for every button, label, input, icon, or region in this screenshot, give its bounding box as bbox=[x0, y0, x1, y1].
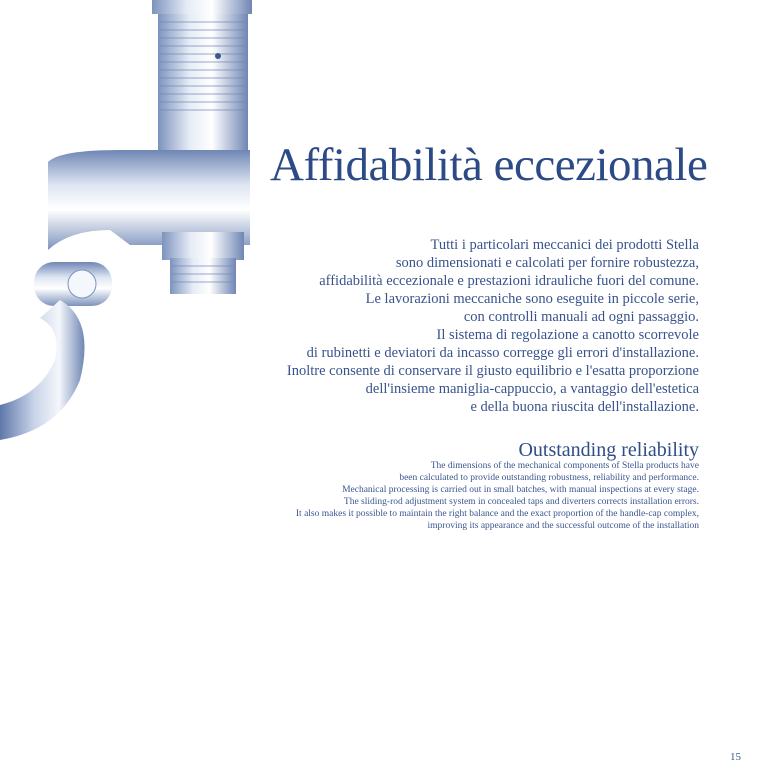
italian-line: Il sistema di regolazione a canotto scorrevole bbox=[436, 327, 699, 343]
italian-line: con controlli manuali ad ogni passaggio. bbox=[463, 309, 699, 325]
english-line: been calculated to provide outstanding robustness, reliability and performance. bbox=[399, 473, 699, 483]
english-paragraph bbox=[239, 460, 699, 532]
italian-paragraph bbox=[269, 236, 699, 416]
english-line: The dimensions of the mechanical components of Stella products have bbox=[430, 461, 699, 471]
italian-line: Le lavorazioni meccaniche sono eseguite in piccole serie, bbox=[365, 291, 699, 307]
english-heading: Outstanding reliability bbox=[518, 439, 699, 461]
tap-pipe-illustration bbox=[0, 0, 270, 460]
italian-line: e della buona riuscita dell'installazione. bbox=[470, 399, 699, 415]
italian-line: Tutti i particolari meccanici dei prodotti Stella bbox=[430, 237, 699, 253]
italian-line: affidabilità eccezionale e prestazioni idrauliche fuori del comune. bbox=[319, 273, 699, 289]
english-line: improving its appearance and the successful outcome of the installation bbox=[427, 521, 699, 531]
italian-line: sono dimensionati e calcolati per fornire robustezza, bbox=[395, 255, 699, 271]
italian-line: di rubinetti e deviatori da incasso corregge gli errori d'installazione. bbox=[306, 345, 699, 361]
english-line: It also makes it possible to maintain the right balance and the exact proportion of the handle-cap complex, bbox=[295, 509, 699, 519]
italian-line: dell'insieme maniglia-cappuccio, a vantaggio dell'estetica bbox=[365, 381, 699, 397]
english-line: The sliding-rod adjustment system in concealed taps and diverters corrects installation errors. bbox=[343, 497, 699, 507]
page-number: 15 bbox=[730, 751, 741, 763]
italian-line: Inoltre consente di conservare il giusto equilibrio e l'esatta proporzione bbox=[286, 363, 699, 379]
english-line: Mechanical processing is carried out in small batches, with manual inspections at every stage. bbox=[342, 485, 699, 495]
page-title: Affidabilità eccezionale bbox=[270, 139, 708, 191]
